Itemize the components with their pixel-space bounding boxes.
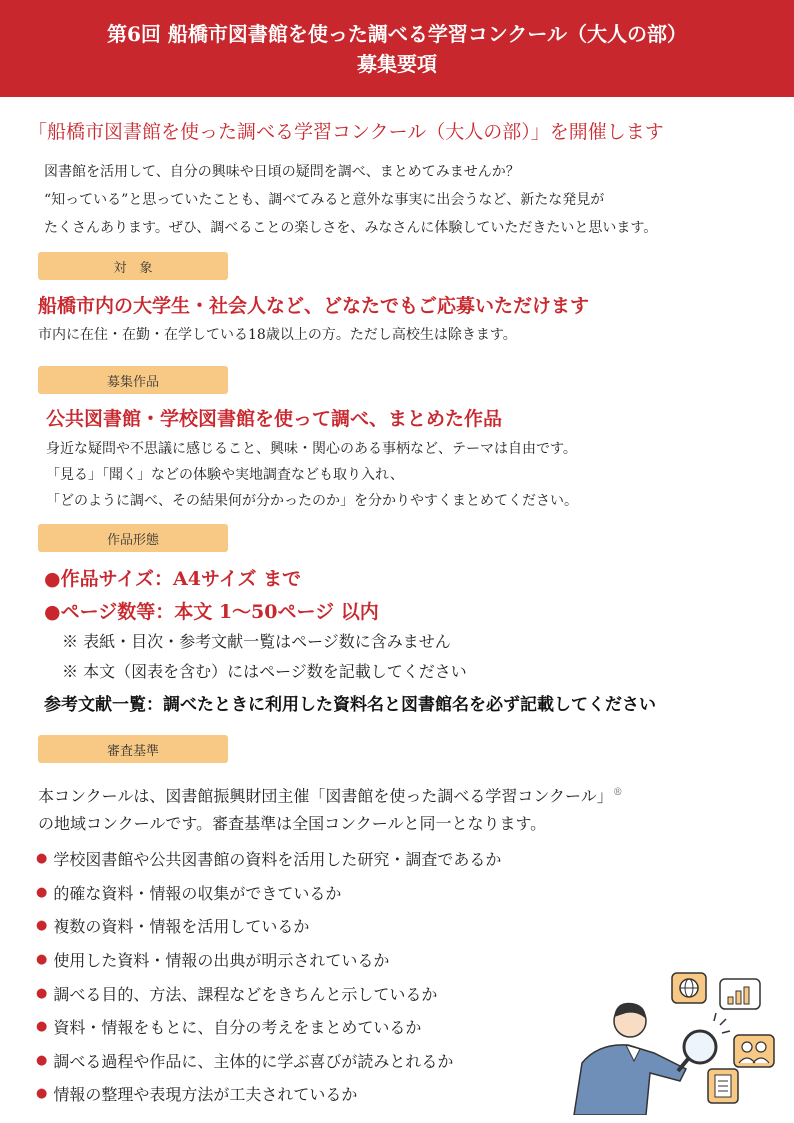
bullet-icon: ● xyxy=(36,918,48,934)
criterion-text: 調べる目的、方法、課程などをきちんと示しているか xyxy=(53,984,438,1004)
list-item xyxy=(36,976,501,1010)
review-intro-text: 本コンクールは、図書館振興財団主催「図書館を使った調べる学習コンクール」 xyxy=(38,786,613,806)
section-label-review: 審査基準 xyxy=(38,735,228,763)
criterion-text: 学校図書館や公共図書館の資料を活用した研究・調査であるか xyxy=(53,850,502,870)
header-banner xyxy=(0,0,794,97)
section-label-target: 対 象 xyxy=(38,252,228,280)
format-note-2: ※ 本文（図表を含む）にはページ数を記載してください xyxy=(62,662,467,681)
bullet-icon: ● xyxy=(36,851,48,867)
format-pages: ●ページ数等：本文 1～50ページ 以内 xyxy=(44,601,379,623)
person-figure xyxy=(574,1003,686,1115)
list-item xyxy=(36,943,501,977)
list-item xyxy=(36,1010,501,1044)
bullet-icon: ● xyxy=(36,1086,48,1102)
criterion-text: 複数の資料・情報を活用しているか xyxy=(53,917,310,937)
format-note-1: ※ 表紙・目次・参考文献一覧はページ数に含みません xyxy=(62,632,451,651)
bullet-icon: ● xyxy=(36,1052,48,1068)
globe-icon xyxy=(672,973,706,1003)
review-intro-line: の地域コンクールです。審査基準は全国コンクールと同一となります。 xyxy=(38,814,547,834)
criterion-text: 使用した資料・情報の出典が明示されているか xyxy=(53,951,390,971)
intro-line: たくさんあります。ぜひ、調べることの楽しさを、みなさんに体験していただきたいと思います。 xyxy=(44,220,658,236)
document-icon xyxy=(708,1069,738,1103)
page-subtitle: 募集要項 xyxy=(357,51,437,76)
people-icon xyxy=(734,1035,774,1067)
works-lead: 公共図書館・学校図書館を使って調べ、まとめた作品 xyxy=(46,408,503,430)
works-line: 身近な疑問や不思議に感じること、興味・関心のある事柄など、テーマは自由です。 xyxy=(46,441,577,457)
section-label-format: 作品形態 xyxy=(38,524,228,552)
magnifier-icon xyxy=(678,1013,730,1071)
section-label-works: 募集作品 xyxy=(38,366,228,394)
works-description xyxy=(46,436,578,514)
page-title: 第6回 船橋市図書館を使った調べる学習コンクール（大人の部） xyxy=(106,21,688,46)
target-lead: 船橋市内の大学生・社会人など、どなたでもご応募いただけます xyxy=(38,295,590,317)
registered-mark: ® xyxy=(612,787,623,798)
review-intro-line xyxy=(38,779,623,810)
works-line: 「どのように調べ、その結果何が分かったのか」を分かりやすくまとめてください。 xyxy=(46,493,578,509)
format-references: 参考文献一覧：調べたときに利用した資料名と図書館名を必ず記載してください xyxy=(44,695,656,715)
intro-line: “知っている”と思っていたことも、調べてみると意外な事実に出会うなど、新たな発見が xyxy=(44,192,605,208)
review-intro xyxy=(38,779,623,838)
format-size: ●作品サイズ：A4サイズ まで xyxy=(44,568,302,590)
bullet-icon: ● xyxy=(36,985,48,1001)
bullet-icon: ● xyxy=(36,952,48,968)
intro-text xyxy=(44,158,657,242)
criterion-text: 的確な資料・情報の収集ができているか xyxy=(53,883,342,903)
review-criteria-list xyxy=(36,842,501,1111)
list-item xyxy=(36,842,501,876)
bar-chart-icon xyxy=(720,979,760,1009)
criterion-text: 調べる過程や作品に、主体的に学ぶ喜びが読みとれるか xyxy=(53,1051,454,1071)
list-item xyxy=(36,909,501,943)
researcher-illustration xyxy=(568,965,782,1115)
list-item xyxy=(36,1044,501,1078)
works-line: 「見る」「聞く」などの体験や実地調査なども取り入れ、 xyxy=(46,467,404,483)
list-item xyxy=(36,1077,501,1111)
criterion-text: 情報の整理や表現方法が工夫されているか xyxy=(53,1085,358,1105)
list-item xyxy=(36,876,501,910)
target-detail: 市内に在住・在勤・在学している18歳以上の方。ただし高校生は除きます。 xyxy=(38,327,517,343)
criterion-text: 資料・情報をもとに、自分の考えをまとめているか xyxy=(53,1018,422,1038)
intro-line: 図書館を活用して、自分の興味や日頃の疑問を調べ、まとめてみませんか？ xyxy=(44,164,520,180)
bullet-icon: ● xyxy=(36,1019,48,1035)
headline: 「船橋市図書館を使った調べる学習コンクール（大人の部）」を開催します xyxy=(28,121,664,143)
bullet-icon: ● xyxy=(36,884,48,900)
